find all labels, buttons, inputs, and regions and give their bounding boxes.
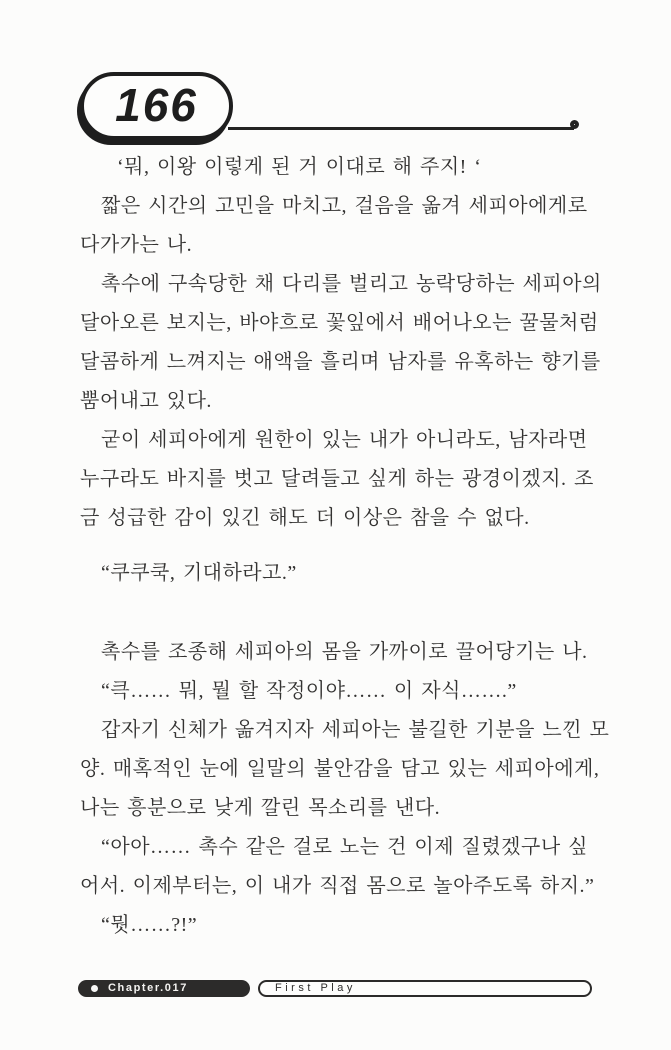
text-line: 어서. 이제부터는, 이 내가 직접 몸으로 놀아주도록 하지.”	[80, 875, 595, 897]
text-line: 짧은 시간의 고민을 마치고, 걸음을 옮겨 세피아에게로	[101, 195, 588, 217]
section-label: First Play	[275, 982, 356, 994]
section-badge	[258, 980, 592, 997]
text-line: 누구라도 바지를 벗고 달려들고 싶게 하는 광경이겠지. 조	[80, 468, 594, 490]
text-line: 촉수에 구속당한 채 다리를 벌리고 농락당하는 세피아의	[101, 273, 602, 295]
text-line-dialogue: “큭…… 뭐, 뭘 할 작정이야…… 이 자식…….”	[101, 680, 517, 702]
text-line: 다가가는 나.	[80, 234, 193, 256]
header-rule-line	[228, 127, 574, 130]
text-line: 뿜어내고 있다.	[80, 390, 212, 412]
text-line: 나는 흥분으로 낮게 깔린 목소리를 낸다.	[80, 797, 441, 819]
text-line: 달콤하게 느껴지는 애액을 흘리며 남자를 유혹하는 향기를	[80, 351, 601, 373]
text-line: 금 성급한 감이 있긴 해도 더 이상은 참을 수 없다.	[80, 507, 530, 529]
chapter-badge	[78, 980, 250, 997]
text-line: 달아오른 보지는, 바야흐로 꽃잎에서 배어나오는 꿀물처럼	[80, 312, 599, 334]
text-line: ‘뭐, 이왕 이렇게 된 거 이대로 해 주지! ‘	[117, 156, 482, 178]
text-line: 굳이 세피아에게 원한이 있는 내가 아니라도, 남자라면	[101, 429, 588, 451]
chapter-label: Chapter.017	[108, 982, 188, 994]
text-line: 양. 매혹적인 눈에 일말의 불안감을 담고 있는 세피아에게,	[80, 758, 600, 780]
text-line-dialogue: “쿠쿠쿡, 기대하라고.”	[101, 562, 297, 584]
bullet-dot-icon	[91, 985, 98, 992]
text-line: 촉수를 조종해 세피아의 몸을 가까이로 끌어당기는 나.	[101, 641, 588, 663]
page-number-badge	[80, 72, 233, 140]
body-text	[80, 148, 610, 945]
text-line-dialogue: “뭣……?!”	[101, 914, 198, 936]
header-rule-end-ring-icon	[570, 120, 579, 129]
text-line-dialogue: “아아…… 촉수 같은 걸로 노는 건 이제 질렸겠구나 싶	[101, 836, 588, 858]
page-number: 166	[115, 79, 198, 131]
text-line: 갑자기 신체가 옮겨지자 세피아는 불길한 기분을 느낀 모	[101, 719, 610, 741]
